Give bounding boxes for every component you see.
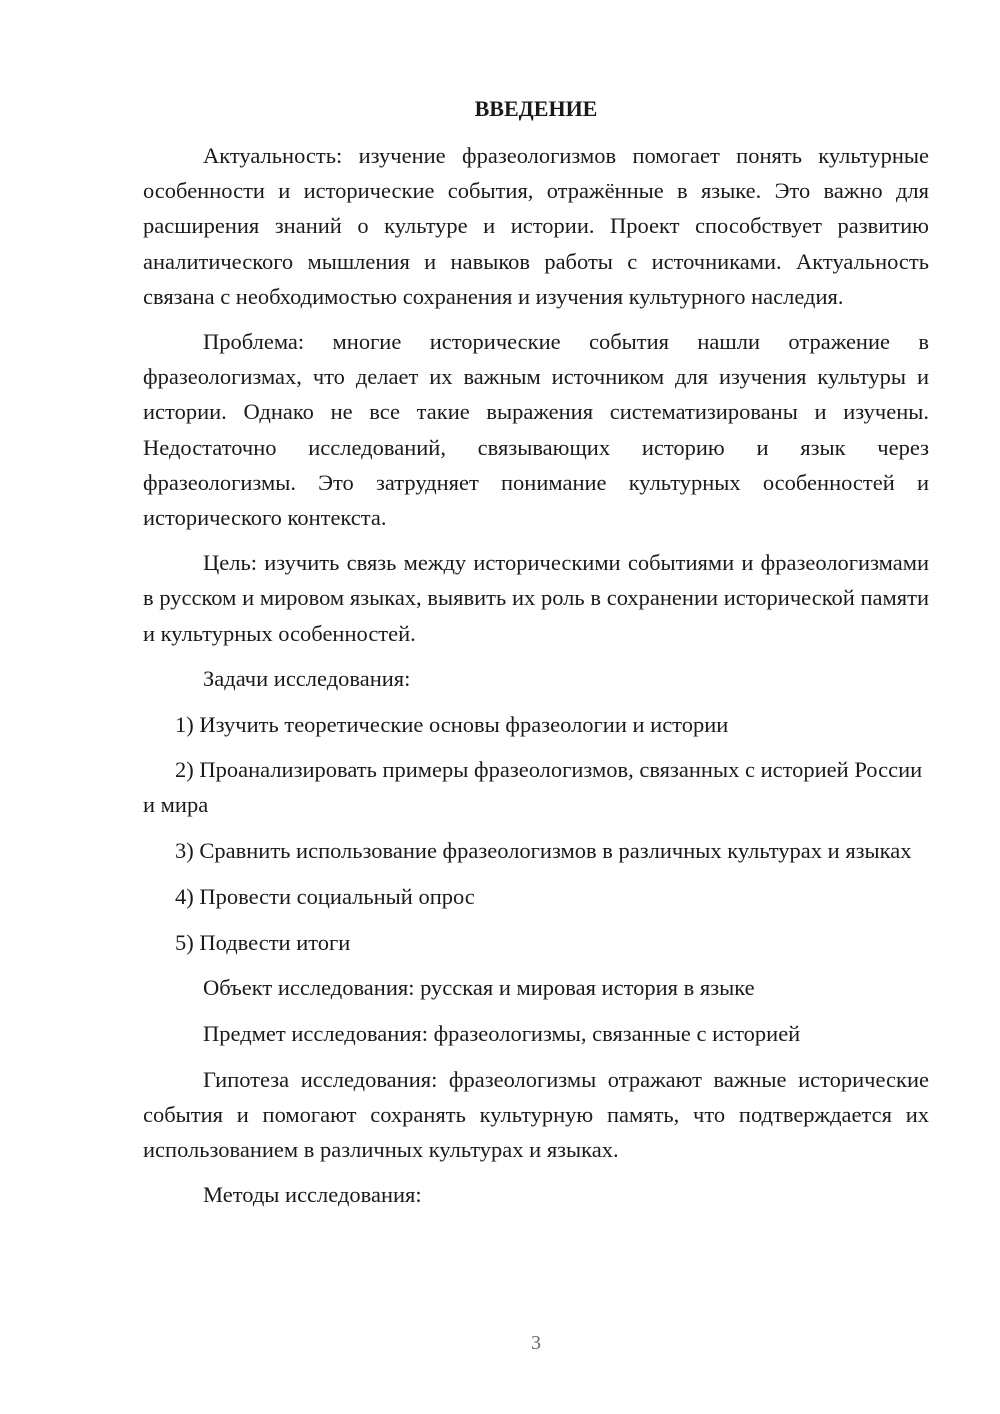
section-heading: ВВЕДЕНИЕ (474, 96, 598, 121)
goal-paragraph: Цель: изучить связь между историческими событиями и фразеологизмами в русском и мировом языках, выявить их роль в сохранении исторической памяти и культурных особенностей. (143, 550, 929, 646)
tasks-title: Задачи исследования: (203, 665, 411, 691)
hypothesis-paragraph: Гипотеза исследования: фразеологизмы отражают важные исторические события и помогают сохранять культурную память, что подтверждается их использованием в различных культурах и языках. (143, 1066, 929, 1163)
task-item-5: 5) Подвести итоги (175, 929, 351, 955)
page-number: 3 (531, 1332, 541, 1354)
object-line: Объект исследования: русская и мировая история в языке (203, 975, 755, 1001)
task-item-3: 3) Сравнить использование фразеологизмов в различных культурах и языках (175, 838, 912, 864)
task-item-4: 4) Провести социальный опрос (175, 883, 475, 909)
task-item-2: 2) Проанализировать примеры фразеологизмов, связанных с историей России и мира (143, 757, 923, 818)
methods-title: Методы исследования: (203, 1182, 422, 1208)
subject-line: Предмет исследования: фразеологизмы, связанные с историей (203, 1020, 801, 1046)
tasks-list (143, 707, 929, 960)
problem-paragraph: Проблема: многие исторические события нашли отражение в фразеологизмах, что делает их важным источником для изучения культуры и истории. Однако не все такие выражения систематизированы и изучены. Недостаточно исследований, связывающих историю и язык через фразеологизмы. Это затрудняет понимание культурных особенностей и исторического контекста. (143, 329, 929, 531)
task-item-1: 1) Изучить теоретические основы фразеологии и истории (175, 711, 729, 737)
document-page (143, 90, 929, 1223)
relevance-paragraph: Актуальность: изучение фразеологизмов помогает понять культурные особенности и исторические события, отражённые в языке. Это важно для расширения знаний о культуре и истории. Проект способствует развитию аналитического мышления и навыков работы с источниками. Актуальность связана с необходимостью сохранения и изучения культурного наследия. (143, 143, 929, 309)
